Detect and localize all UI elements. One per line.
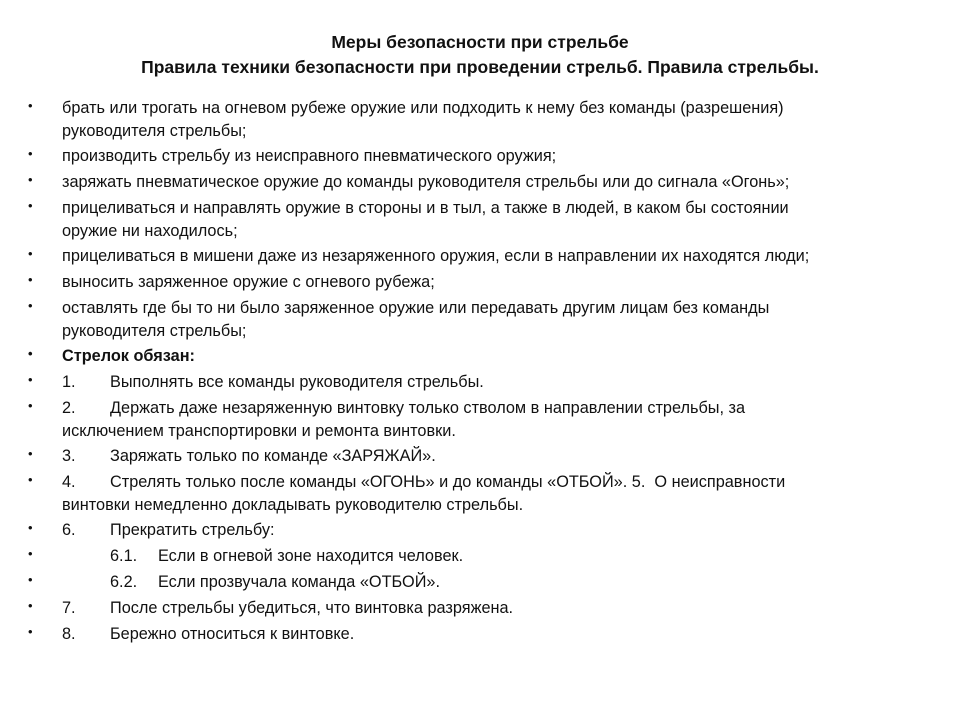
item-text: Прекратить стрельбу: — [110, 521, 275, 539]
bullet-icon: • — [28, 546, 33, 561]
item-number: 1. — [62, 373, 76, 391]
bullet-icon: • — [28, 98, 33, 113]
bullet-icon: • — [28, 446, 33, 461]
list-item-text: производить стрельбу из неисправного пневматического оружия; — [62, 147, 557, 165]
bullet-icon: • — [28, 598, 33, 613]
bullet-icon: • — [28, 346, 33, 361]
bullet-icon: • — [28, 572, 33, 587]
bullet-icon: • — [28, 372, 33, 387]
bullet-icon: • — [28, 272, 33, 287]
list-item-text — [62, 397, 932, 443]
list-item-text: выносить заряженное оружие с огневого рубежа; — [62, 273, 435, 291]
list-item-text: оставлять где бы то ни было заряженное оружие или передавать другим лицам без команды руководителя стрельбы; — [62, 299, 770, 340]
title-line-2: Правила техники безопасности при проведении стрельб. Правила стрельбы. — [141, 57, 819, 77]
list-item-text: заряжать пневматическое оружие до команды руководителя стрельбы или до сигнала «Огонь»; — [62, 173, 790, 191]
list-item-text: прицеливаться в мишени даже из незаряженного оружия, если в направлении их находятся люди; — [62, 247, 810, 265]
item-number: 4. — [62, 473, 76, 491]
bullet-icon: • — [28, 246, 33, 261]
item-number: 6.1. — [110, 547, 138, 565]
list-item-text — [62, 471, 932, 517]
item-text: Заряжать только по команде «ЗАРЯЖАЙ». — [110, 447, 436, 465]
item-number: 3. — [62, 447, 76, 465]
title-line-1: Меры безопасности при стрельбе — [331, 32, 629, 52]
list-item-text — [62, 445, 932, 468]
bullet-icon: • — [28, 520, 33, 535]
list-item-text — [62, 571, 932, 594]
bullet-icon: • — [28, 146, 33, 161]
bullet-icon: • — [28, 624, 33, 639]
bullet-icon: • — [28, 472, 33, 487]
list-item-text — [62, 623, 932, 646]
item-text: Если прозвучала команда «ОТБОЙ». — [158, 573, 440, 591]
list-item-text — [62, 519, 932, 542]
item-text: После стрельбы убедиться, что винтовка разряжена. — [110, 599, 514, 617]
bullet-icon: • — [28, 172, 33, 187]
item-number: 6. — [62, 521, 76, 539]
item-text: Если в огневой зоне находится человек. — [158, 547, 464, 565]
item-number: 8. — [62, 625, 76, 643]
list-item-text — [62, 545, 932, 568]
item-text: Бережно относиться к винтовке. — [110, 625, 355, 643]
list-item-text — [62, 371, 932, 394]
item-number: 7. — [62, 599, 76, 617]
bullet-icon: • — [28, 398, 33, 413]
list-item-text: прицеливаться и направлять оружие в стороны и в тыл, а также в людей, в каком бы состоянии оружие ни находилось; — [62, 199, 789, 240]
bullet-icon: • — [28, 198, 33, 213]
list-item-text: брать или трогать на огневом рубеже оружие или подходить к нему без команды (разрешения) руководителя стрельбы; — [62, 99, 784, 140]
item-number: 6.2. — [110, 573, 138, 591]
item-text: Выполнять все команды руководителя стрельбы. — [110, 373, 484, 391]
item-text: Стрелять только после команды «ОГОНЬ» и до команды «ОТБОЙ». 5. О неисправности винтовки немедленно докладывать руководителю стрельбы. — [62, 473, 786, 514]
section-heading: Стрелок обязан: — [62, 347, 195, 365]
item-number: 2. — [62, 399, 76, 417]
list-item-text — [62, 597, 932, 620]
bullet-icon: • — [28, 298, 33, 313]
item-text: Держать даже незаряженную винтовку только стволом в направлении стрельбы, за исключением транспортировки и ремонта винтовки. — [62, 399, 746, 440]
